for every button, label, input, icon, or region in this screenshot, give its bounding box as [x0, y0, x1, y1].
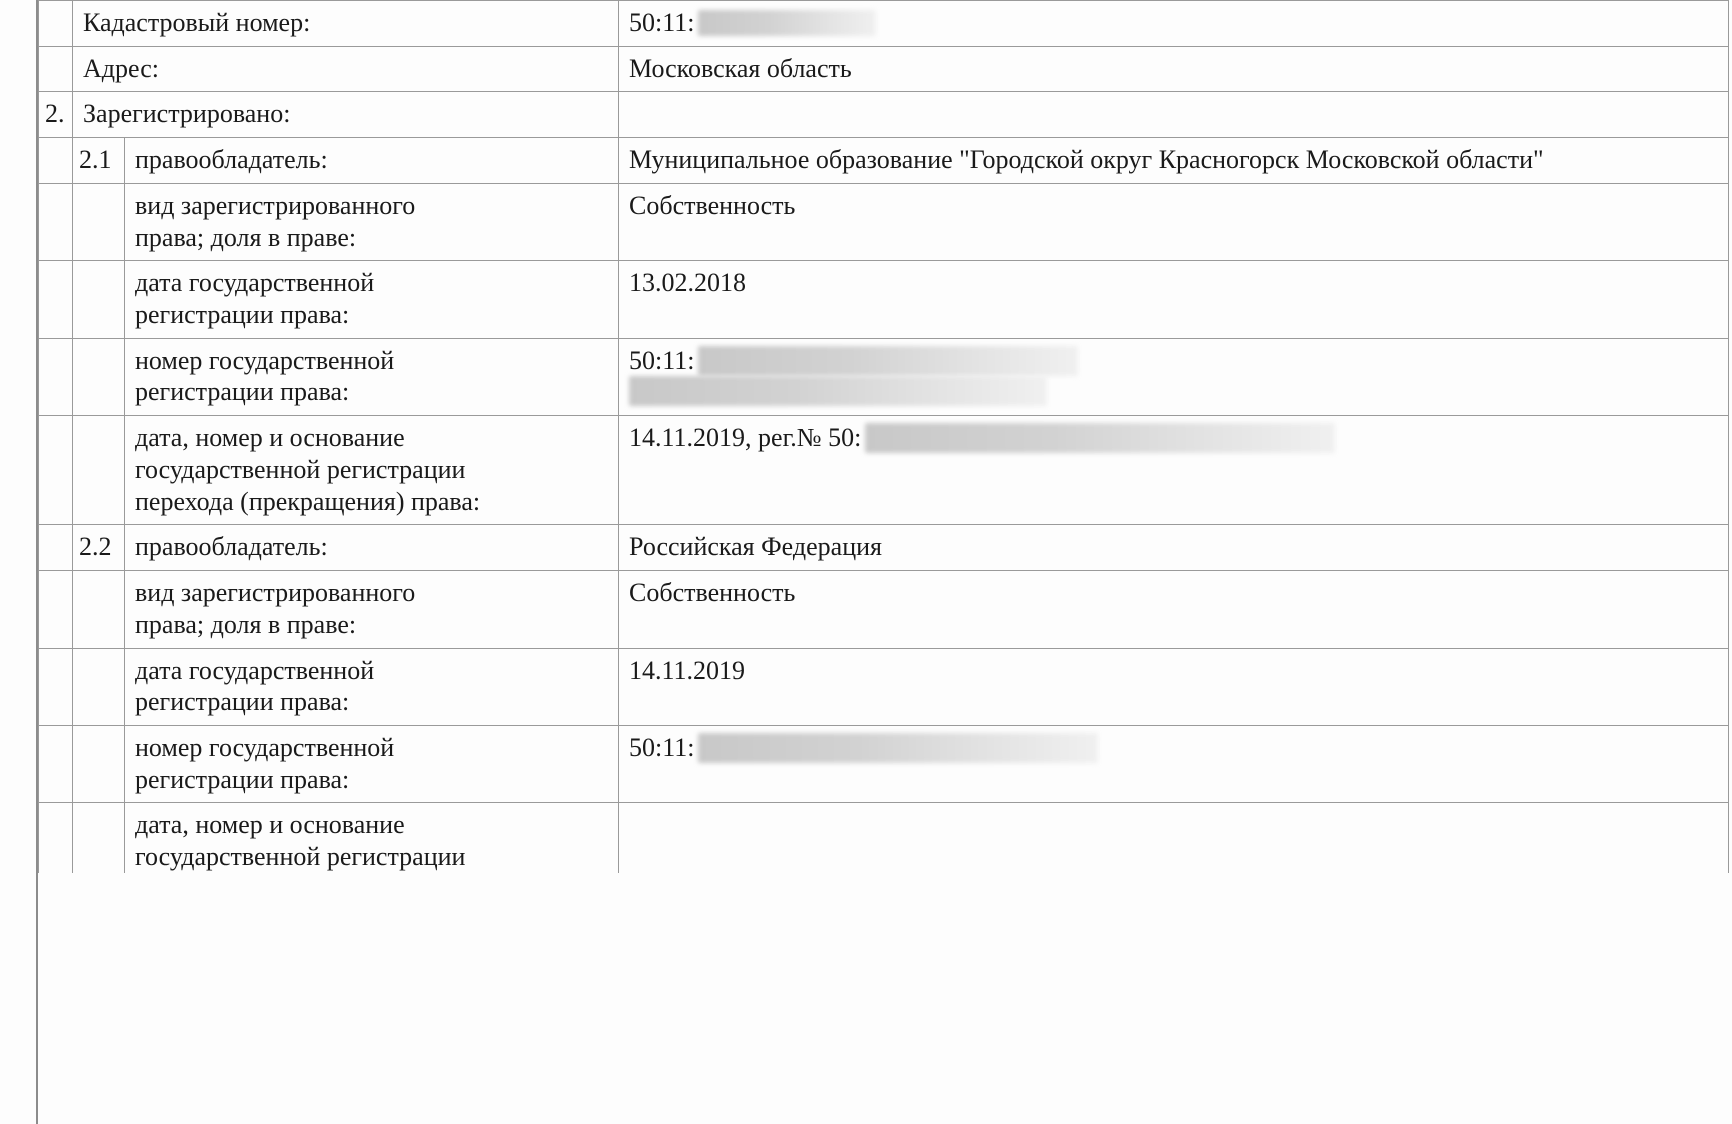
table-row	[39, 648, 1729, 725]
reg-date-label-line2: регистрации права:	[135, 687, 350, 717]
reg-date-value-2-2: 14.11.2019	[619, 648, 1729, 725]
transfer-label-2-2	[125, 803, 619, 873]
transfer-word-3: и	[269, 423, 284, 453]
reg-date-label-line2: регистрации права:	[135, 300, 350, 330]
reg-number-label-2-2	[125, 725, 619, 802]
row-number-cell	[39, 803, 73, 873]
reg-date-label-2-2	[125, 648, 619, 725]
right-type-label-line1	[135, 577, 608, 609]
transfer-word-4: основание	[289, 810, 405, 840]
table-row	[39, 571, 1729, 648]
transfer-word-2: номер	[195, 810, 263, 840]
table-row	[39, 803, 1729, 873]
transfer-value-2-2	[619, 803, 1729, 873]
table-row	[39, 46, 1729, 92]
holder-label-2-2: правообладатель:	[125, 525, 619, 571]
row-number-cell	[39, 1, 73, 47]
right-type-word-1: вид	[135, 190, 175, 220]
table-row	[39, 525, 1729, 571]
transfer-label-line2-cut	[135, 841, 608, 873]
right-type-value-2-1: Собственность	[619, 183, 1729, 260]
registered-value	[619, 92, 1729, 138]
transfer-word-3: и	[269, 810, 284, 840]
address-value: Московская область	[619, 46, 1729, 92]
row-number-cell	[39, 648, 73, 725]
reg-number-label-line2: регистрации права:	[135, 764, 350, 794]
table-row	[39, 725, 1729, 802]
reg-date-value-2-1: 13.02.2018	[619, 261, 1729, 338]
reg-date-word-2: государственной	[188, 655, 375, 685]
reg-number-text: 50:11:	[629, 345, 695, 375]
reg-number-word-1: номер	[135, 345, 203, 375]
table-row	[39, 261, 1729, 338]
redacted-block	[698, 733, 1098, 763]
item-number-blank	[73, 338, 125, 415]
table-row	[39, 416, 1729, 525]
transfer-label-line3: перехода (прекращения) права:	[135, 486, 481, 516]
cadastral-number-value	[619, 1, 1729, 47]
reg-number-text: 50:11:	[629, 732, 695, 762]
right-type-label-line1	[135, 190, 608, 222]
transfer-label-line2	[135, 454, 608, 486]
transfer-label-line1	[135, 422, 608, 454]
reg-number-label-2-1	[125, 338, 619, 415]
row-number-cell	[39, 525, 73, 571]
reg-number-value-2-2	[619, 725, 1729, 802]
item-number-blank	[73, 261, 125, 338]
reg-number-label-line1	[135, 732, 608, 764]
table-row	[39, 183, 1729, 260]
row-number-cell	[39, 725, 73, 802]
transfer-word-6: регистрации	[326, 842, 466, 872]
reg-number-word-1: номер	[135, 732, 203, 762]
table-row	[39, 1, 1729, 47]
reg-number-line-1	[629, 345, 1718, 378]
section-number-2: 2.	[39, 92, 73, 138]
reg-number-label-line2: регистрации права:	[135, 377, 350, 407]
transfer-word-6: регистрации	[326, 454, 466, 484]
row-number-cell	[39, 46, 73, 92]
item-number-blank	[73, 803, 125, 873]
redacted-block	[698, 346, 1078, 376]
transfer-word-1: дата,	[135, 423, 189, 453]
property-rights-table	[38, 0, 1729, 873]
table-row	[39, 138, 1729, 184]
redacted-block	[865, 423, 1335, 453]
item-number-2-1: 2.1	[73, 138, 125, 184]
cadastral-number-text: 50:11:	[629, 8, 695, 37]
redacted-block	[629, 376, 1047, 406]
right-type-label-2-2	[125, 571, 619, 648]
reg-number-word-2: государственной	[208, 732, 395, 762]
row-number-cell	[39, 338, 73, 415]
redacted-block	[698, 10, 876, 36]
transfer-word-2: номер	[195, 423, 263, 453]
reg-number-label-line1	[135, 345, 608, 377]
transfer-word-5: государственной	[135, 842, 321, 872]
reg-date-label-2-1	[125, 261, 619, 338]
right-type-label-line2: права; доля в праве:	[135, 222, 357, 252]
right-type-label-2-1	[125, 183, 619, 260]
row-number-cell	[39, 416, 73, 525]
item-number-2-2: 2.2	[73, 525, 125, 571]
transfer-value-2-1	[619, 416, 1729, 525]
reg-date-label-line1	[135, 267, 608, 299]
address-label: Адрес:	[73, 46, 619, 92]
cadastral-number-label: Кадастровый номер:	[73, 1, 619, 47]
transfer-label-line1	[135, 809, 608, 841]
transfer-word-1: дата,	[135, 810, 189, 840]
right-type-word-2: зарегистрированного	[180, 190, 416, 220]
reg-date-word-1: дата	[135, 268, 183, 298]
transfer-text: 14.11.2019, рег.№ 50:	[629, 423, 862, 453]
row-number-cell	[39, 183, 73, 260]
holder-value-2-2: Российская Федерация	[619, 525, 1729, 571]
table-row	[39, 338, 1729, 415]
reg-date-word-1: дата	[135, 655, 183, 685]
row-number-cell	[39, 571, 73, 648]
right-type-word-2: зарегистрированного	[180, 578, 416, 608]
item-number-blank	[73, 571, 125, 648]
item-number-blank	[73, 416, 125, 525]
item-number-blank	[73, 183, 125, 260]
right-type-word-1: вид	[135, 578, 175, 608]
holder-label-2-1: правообладатель:	[125, 138, 619, 184]
transfer-label-2-1	[125, 416, 619, 525]
row-number-cell	[39, 261, 73, 338]
right-type-label-line2: права; доля в праве:	[135, 609, 357, 639]
table-row	[39, 92, 1729, 138]
reg-date-label-line1	[135, 655, 608, 687]
transfer-word-4: основание	[289, 423, 405, 453]
reg-date-word-2: государственной	[188, 268, 375, 298]
row-number-cell	[39, 138, 73, 184]
transfer-word-5: государственной	[135, 454, 321, 484]
right-type-value-2-2: Собственность	[619, 571, 1729, 648]
reg-number-value-2-1	[619, 338, 1729, 415]
item-number-blank	[73, 648, 125, 725]
reg-number-word-2: государственной	[208, 345, 395, 375]
registered-label: Зарегистрировано:	[73, 92, 619, 138]
holder-value-2-1: Муниципальное образование "Городской округ Красногорск Московской области"	[619, 138, 1729, 184]
item-number-blank	[73, 725, 125, 802]
